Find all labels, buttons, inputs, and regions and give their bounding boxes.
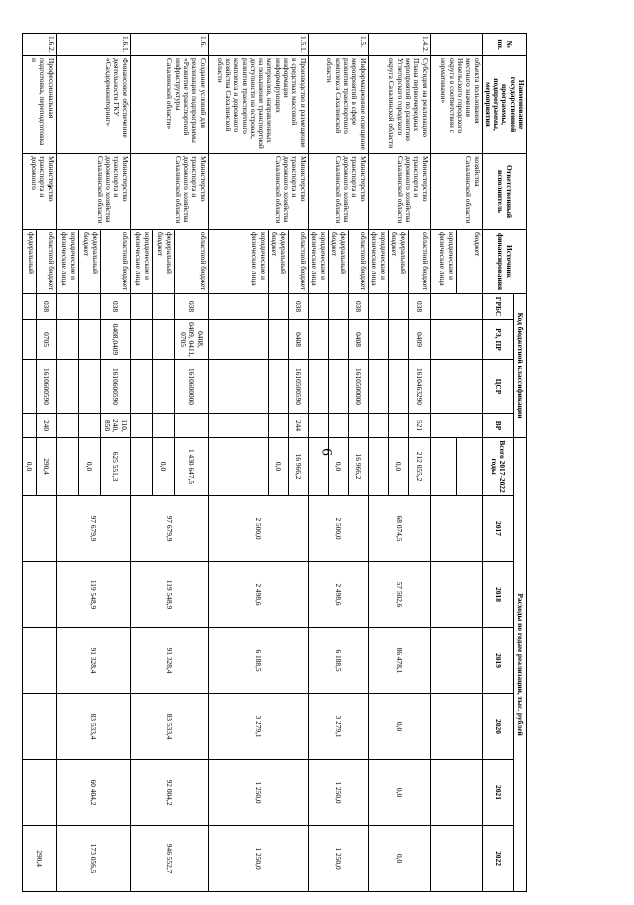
row-year-value: [430, 694, 482, 760]
row-year-value: [430, 496, 482, 562]
row-source: областной бюджет: [348, 230, 368, 294]
row-source: бюджет: [456, 230, 482, 294]
row-total: 0,0: [152, 438, 174, 496]
row-name: Субсидия на реализацию Плана первоочередных мероприятий по развитию Углегорского городского округа Сахалинской области: [368, 56, 430, 154]
row-name: Создание условий для реализации подпрограммы «Развитие транспортной инфраструктуры Сахалинской области»: [130, 56, 208, 154]
row-rzpr: 0408, 0409, 0411, 0705: [174, 320, 208, 360]
header-year: 2018: [482, 562, 514, 628]
row-year-value: 2 500,0: [208, 496, 308, 562]
row-total: 625 551,3: [100, 438, 130, 496]
table-row: [36, 34, 56, 892]
row-year-value: 83 533,4: [130, 694, 208, 760]
header-year: 2022: [482, 826, 514, 892]
header-vr: ВР: [482, 414, 514, 438]
row-total: 0,0: [22, 438, 36, 496]
header-year: 2020: [482, 694, 514, 760]
row-source: юридические и физические лица: [56, 230, 78, 294]
row-csr: [430, 360, 482, 414]
row-num: 1.6.1.: [56, 34, 130, 56]
row-year-value: [22, 562, 56, 628]
row-total: 212 055,2: [408, 438, 430, 496]
row-year-value: 6 188,5: [308, 628, 368, 694]
row-total: [430, 438, 456, 496]
row-executor: хозяйства Сахалинской области: [430, 154, 482, 230]
header-year: 2021: [482, 760, 514, 826]
row-year-value: [430, 826, 482, 892]
row-source: юридические и физические лица: [368, 230, 388, 294]
row-num: 1.6.2.: [22, 34, 56, 56]
row-num: 1.6.: [130, 34, 208, 56]
row-source: областной бюджет: [288, 230, 308, 294]
row-year-value: 1 250,0: [308, 760, 368, 826]
row-executor: Министерство транспорта и дорожного хозяйства Сахалинской области: [208, 154, 308, 230]
row-year-value: 1 250,0: [308, 826, 368, 892]
header-csr: ЦСР: [482, 360, 514, 414]
table-row: [100, 34, 130, 892]
table-row: [456, 34, 482, 892]
row-csr: 1610500590: [288, 360, 308, 414]
header-year: 2017: [482, 496, 514, 562]
row-source: областной бюджет: [100, 230, 130, 294]
row-csr: 1610600000: [174, 360, 208, 414]
header-source: Источник финансирования: [482, 230, 526, 294]
header-year: 2019: [482, 628, 514, 694]
row-vr: 244: [288, 414, 308, 438]
row-total: [456, 438, 482, 496]
row-num: [430, 34, 482, 56]
row-year-value: 68 074,5: [368, 496, 430, 562]
row-year-value: 2 498,6: [208, 562, 308, 628]
row-source: областной бюджет: [174, 230, 208, 294]
row-year-value: [22, 628, 56, 694]
row-csr: 1610463290: [408, 360, 430, 414]
row-source: юридические и физические лица: [308, 230, 328, 294]
row-year-value: 119 548,9: [56, 562, 130, 628]
row-total: 290,4: [36, 438, 56, 496]
row-total: 0,0: [268, 438, 288, 496]
row-rzpr: 0705: [36, 320, 56, 360]
row-csr: 1610500000: [348, 360, 368, 414]
header-grbs: ГРБС: [482, 294, 514, 320]
row-year-value: 173 056,5: [56, 826, 130, 892]
row-year-value: 290,4: [22, 826, 56, 892]
row-total: 16 966,2: [288, 438, 308, 496]
row-rzpr: 0408: [348, 320, 368, 360]
header-budget-code: Код бюджетной классификации: [514, 294, 527, 438]
row-source: федеральный бюджет: [328, 230, 348, 294]
row-year-value: 3 279,1: [208, 694, 308, 760]
row-year-value: 91 328,4: [56, 628, 130, 694]
row-name: объекта пользования местного значения Невельского городского округа в соответствии с нормативами»: [430, 56, 482, 154]
row-num: 1.5.: [308, 34, 368, 56]
row-vr: 521: [408, 414, 430, 438]
row-grbs: 038: [408, 294, 430, 320]
row-rzpr: 0409: [408, 320, 430, 360]
row-source: юридические и физические лица: [430, 230, 456, 294]
row-rzpr: 0408,0409: [100, 320, 130, 360]
header-total: Всего 2017-2022 годы: [482, 438, 514, 496]
row-total: 0,0: [388, 438, 408, 496]
row-year-value: 0,0: [368, 694, 430, 760]
row-grbs: [430, 294, 482, 320]
row-grbs: 038: [36, 294, 56, 320]
budget-table-container: [25, 33, 527, 891]
row-total: 16 966,2: [348, 438, 368, 496]
row-year-value: [22, 760, 56, 826]
row-rzpr: [430, 320, 482, 360]
row-vr: 110, 240, 850: [100, 414, 130, 438]
row-grbs: 038: [288, 294, 308, 320]
row-year-value: 1 250,0: [208, 760, 308, 826]
row-year-value: 2 500,0: [308, 496, 368, 562]
row-year-value: 0,0: [368, 760, 430, 826]
header-executor: Ответственный исполнитель: [482, 154, 526, 230]
row-executor: Министерство транспорта и дорожного хозяйства Сахалинской области: [308, 154, 368, 230]
row-source: федеральный: [22, 230, 36, 294]
row-year-value: 1 250,0: [208, 826, 308, 892]
row-csr: 1610600590: [100, 360, 130, 414]
row-year-value: 2 498,6: [308, 562, 368, 628]
row-executor: Министерство транспорта и дорожного хозяйства Сахалинской области: [56, 154, 130, 230]
row-vr: [430, 414, 482, 438]
row-year-value: 946 552,7: [130, 826, 208, 892]
table-row: [174, 34, 208, 892]
row-year-value: 119 548,9: [130, 562, 208, 628]
row-executor: Министерство транспорта и дорожного хозяйства Сахалинской области: [130, 154, 208, 230]
header-rzpr: РЗ, ПР: [482, 320, 514, 360]
row-csr: 1610600590: [36, 360, 56, 414]
table-row: [288, 34, 308, 892]
row-year-value: 86 478,1: [368, 628, 430, 694]
header-name: Наименование государственной программы, подпрограммы, мероприятия: [482, 56, 526, 154]
row-year-value: 92 004,2: [130, 760, 208, 826]
row-year-value: [430, 562, 482, 628]
row-name: Профессиональная подготовка, переподготовка и: [22, 56, 56, 154]
row-source: областной бюджет: [36, 230, 56, 294]
row-grbs: 038: [100, 294, 130, 320]
row-name: Информационное освещение мероприятий в сфере развития транспортного комплекса Сахалинской области: [308, 56, 368, 154]
row-year-value: [22, 694, 56, 760]
row-year-value: 91 328,4: [130, 628, 208, 694]
row-year-value: [430, 628, 482, 694]
row-year-value: 97 679,9: [56, 496, 130, 562]
row-name: Производство и размещение в средствах массовой информации информирующих материалов, направленных на повышение транспортной доступности на островах, развития транспортного комплекса и дорожного хозяйства Сахалинской области: [208, 56, 308, 154]
row-grbs: 038: [348, 294, 368, 320]
row-vr: [348, 414, 368, 438]
row-name: Финансовое обеспечение деятельности ГКУ «Сахдормониторинг»: [56, 56, 130, 154]
row-source: юридические и физические лица: [130, 230, 152, 294]
row-executor: Министерство транспорта и дорожного: [22, 154, 56, 230]
row-vr: 240: [36, 414, 56, 438]
row-source: федеральный бюджет: [152, 230, 174, 294]
row-year-value: [22, 496, 56, 562]
row-source: юридические и физические лица: [208, 230, 268, 294]
row-total: 0,0: [328, 438, 348, 496]
table-row: [348, 34, 368, 892]
row-year-value: [430, 760, 482, 826]
row-source: федеральный бюджет: [268, 230, 288, 294]
page-number: 6: [318, 448, 335, 456]
row-total: 1 430 647,5: [174, 438, 208, 496]
row-grbs: 038: [174, 294, 208, 320]
budget-table: [22, 33, 527, 892]
row-num: 1.4.2.: [368, 34, 430, 56]
row-year-value: 83 533,4: [56, 694, 130, 760]
row-vr: [174, 414, 208, 438]
row-rzpr: 0408: [288, 320, 308, 360]
header-num: № пп.: [482, 34, 526, 56]
row-year-value: 6 188,5: [208, 628, 308, 694]
row-year-value: 60 404,2: [56, 760, 130, 826]
row-source: федеральный бюджет: [78, 230, 100, 294]
table-row: [408, 34, 430, 892]
row-year-value: 57 502,6: [368, 562, 430, 628]
row-year-value: 0,0: [368, 826, 430, 892]
row-source: областной бюджет: [408, 230, 430, 294]
row-executor: Министерство транспорта и дорожного хозяйства Сахалинской области: [368, 154, 430, 230]
row-num: 1.5.1.: [208, 34, 308, 56]
row-year-value: 3 279,1: [308, 694, 368, 760]
row-total: 0,0: [78, 438, 100, 496]
row-source: федеральный бюджет: [388, 230, 408, 294]
header-expenses: Расходы по годам реализации, тыс. рублей: [514, 438, 527, 892]
row-year-value: 97 679,9: [130, 496, 208, 562]
